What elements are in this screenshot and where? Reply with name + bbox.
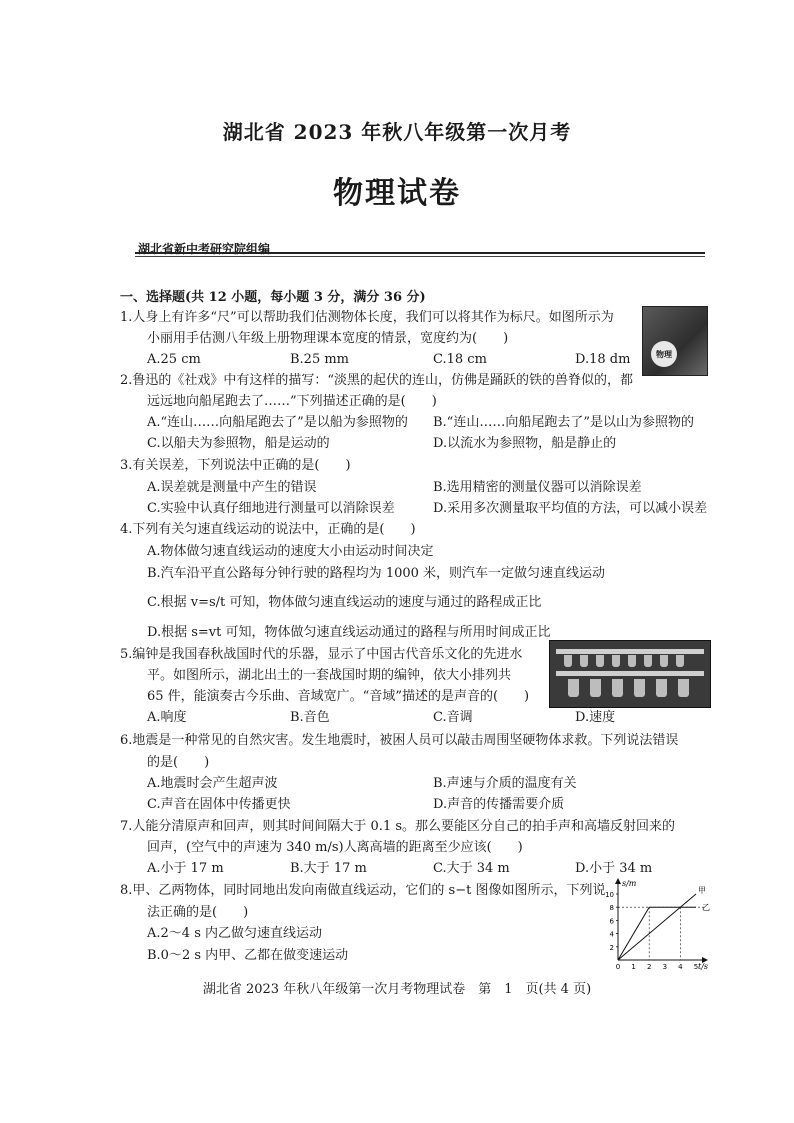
x-axis-label: t/s (698, 962, 709, 970)
x-tick-label: 5 (693, 963, 699, 970)
x-tick-label: 3 (662, 963, 668, 970)
q5-option-c: C.音调 (433, 710, 473, 725)
q4-option-d: D.根据 s=vt 可知，物体做匀速直线运动通过的路程与所用时间成正比 (147, 625, 551, 640)
bell (660, 655, 668, 667)
q6-stem-line2: 的是( ) (147, 755, 210, 770)
s-t-graph (600, 878, 710, 970)
q4-option-b: B.汽车沿平直公路每分钟行驶的路程均为 1000 米，则汽车一定做匀速直线运动 (147, 566, 606, 581)
y-axis-arrow (615, 878, 621, 884)
y-tick-label: 2 (609, 943, 614, 952)
exam-organizer: 湖北省新中考研究院组编 (138, 242, 271, 256)
q5-stem-line1: 5.编钟是我国春秋战国时代的乐器，显示了中国古代音乐文化的先进水 (120, 647, 523, 662)
bell (612, 679, 623, 697)
bell (678, 679, 689, 697)
q2-option-d: D.以流水为参照物，船是静止的 (433, 436, 617, 451)
q8-stem-line1: 8.甲、乙两物体，同时同地出发向南做直线运动，它们的 s−t 图像如图所示，下列说 (120, 883, 606, 898)
q5-option-a: A.响度 (147, 710, 187, 725)
chime-bells-photo (549, 640, 711, 708)
q1-option-b: B.25 mm (290, 352, 350, 367)
q7-option-a: A.小于 17 m (147, 861, 224, 876)
q6-option-b: B.声速与介质的温度有关 (433, 776, 577, 791)
header-rule (135, 252, 705, 254)
y-tick-label: 8 (609, 904, 614, 913)
q4-option-c: C.根据 v=s/t 可知，物体做匀速直线运动的速度与通过的路程成正比 (147, 595, 542, 610)
bell (634, 679, 645, 697)
q6-option-a: A.地震时会产生超声波 (147, 776, 278, 791)
q5-stem-line2: 平。如图所示，湖北出土的一套战国时期的编钟，依大小排列共 (147, 668, 512, 683)
q2-stem-line2: 远远地向船尾跑去了……”下列描述正确的是( ) (147, 394, 437, 409)
x-tick-label: 4 (678, 963, 683, 970)
q1-stem-line2: 小丽用手估测八年级上册物理课本宽度的情景，宽度约为( ) (147, 331, 509, 346)
q6-stem-line1: 6.地震是一种常见的自然灾害。发生地震时，被困人员可以敲击周围坚硬物体求救。下列说法错误 (120, 733, 679, 748)
series-yi-line (618, 907, 696, 960)
y-axis-label: s/m (622, 879, 637, 888)
q3-option-b: B.选用精密的测量仪器可以消除误差 (433, 480, 642, 495)
book-label: 物理 (651, 341, 677, 367)
q5-stem-line3: 65 件，能演奏古今乐曲、音域宽广。“音域”描述的是声音的( ) (147, 689, 530, 704)
page-footer: 湖北省 2023 年秋八年级第一次月考物理试卷 第 1 页(共 4 页) (202, 982, 592, 997)
q4-stem: 4.下列有关匀速直线运动的说法中，正确的是( ) (120, 522, 416, 537)
series-jia-line (618, 894, 696, 960)
bell (596, 655, 604, 667)
q2-stem-line1: 2.鲁迅的《社戏》中有这样的描写：“淡黑的起伏的连山，仿佛是踊跃的铁的兽脊似的，都 (120, 373, 634, 388)
series-jia-label: 甲 (698, 886, 706, 895)
q2-option-b: B.“连山……向船尾跑去了”是以山为参照物的 (433, 415, 694, 430)
bell (656, 679, 667, 697)
q1-stem-line1: 1.人身上有许多“尺”可以帮助我们估测物体长度，我们可以将其作为标尺。如图所示为 (120, 310, 614, 325)
q3-stem: 3.有关误差，下列说法中正确的是( ) (120, 458, 351, 473)
x-tick-label: 2 (646, 963, 652, 970)
q3-option-c: C.实验中认真仔细地进行测量可以消除误差 (147, 501, 395, 516)
bell (628, 655, 636, 667)
q8-option-b: B.0～2 s 内甲、乙都在做变速运动 (147, 948, 349, 963)
bell (612, 655, 620, 667)
bell (580, 655, 588, 667)
bell (676, 655, 684, 667)
q4-option-a: A.物体做匀速直线运动的速度大小由运动时间决定 (147, 544, 434, 559)
q5-option-d: D.速度 (575, 710, 616, 725)
q6-option-d: D.声音的传播需要介质 (433, 797, 565, 812)
series-yi-label: 乙 (702, 903, 710, 913)
q1-option-c: C.18 cm (433, 352, 487, 367)
bell-rack-beam (556, 671, 704, 676)
bell (590, 679, 601, 697)
section-heading: 一、选择题(共 12 小题，每小题 3 分，满分 36 分) (120, 290, 426, 305)
y-tick-label: 4 (609, 930, 614, 939)
q7-stem-line1: 7.人能分清原声和回声，则其时间间隔大于 0.1 s。那么要能区分自己的拍手声和高墙反射回来的 (120, 819, 676, 834)
bell-rack-beam (556, 649, 704, 654)
q7-option-d: D.小于 34 m (575, 861, 653, 876)
bell (564, 655, 572, 667)
q8-option-a: A.2～4 s 内乙做匀速直线运动 (147, 926, 322, 941)
bell (568, 679, 579, 697)
y-tick-label: 6 (609, 917, 614, 926)
q7-stem-line2: 回声，(空气中的声速为 340 m/s)人离高墙的距离至少应该( ) (147, 840, 523, 855)
q6-option-c: C.声音在固体中传播更快 (147, 797, 291, 812)
y-tick-label: 10 (605, 891, 614, 899)
q2-option-a: A.“连山……向船尾跑去了”是以船为参照物的 (147, 415, 408, 430)
q3-option-a: A.误差就是测量中产生的错误 (147, 480, 317, 495)
hand-measuring-book-photo (642, 306, 708, 376)
exam-subject-title: 物理试卷 (333, 176, 461, 211)
x-tick-label: 0 (615, 963, 621, 970)
q5-option-b: B.音色 (290, 710, 330, 725)
q7-option-b: B.大于 17 m (290, 861, 367, 876)
exam-title: 湖北省 2023 年秋八年级第一次月考 (222, 120, 572, 144)
q2-option-c: C.以船夫为参照物，船是运动的 (147, 436, 330, 451)
q7-option-c: C.大于 34 m (433, 861, 510, 876)
q3-option-d: D.采用多次测量取平均值的方法，可以减小误差 (433, 501, 708, 516)
x-tick-label: 1 (631, 963, 636, 970)
q8-stem-line2: 法正确的是( ) (147, 905, 249, 920)
q1-option-d: D.18 dm (575, 352, 631, 367)
header-rule-thin (135, 256, 705, 257)
bell (644, 655, 652, 667)
q1-option-a: A.25 cm (147, 352, 201, 367)
